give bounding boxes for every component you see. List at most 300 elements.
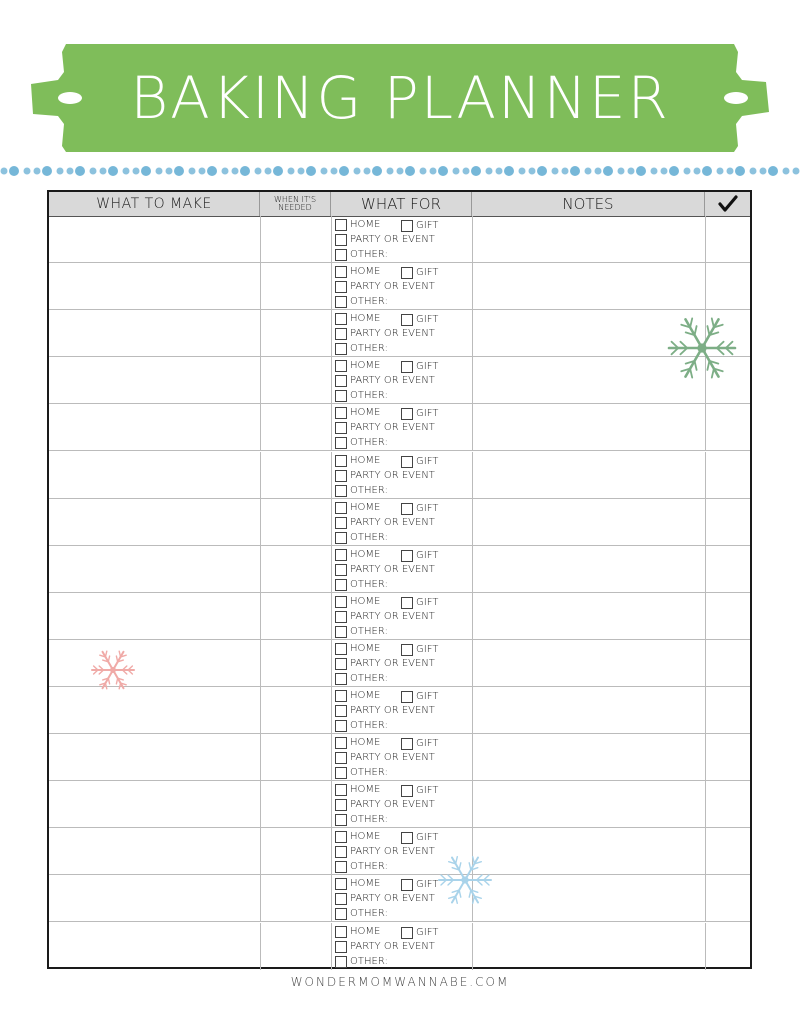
when-needed-cell[interactable]: [261, 546, 331, 592]
gift-option: [401, 313, 438, 327]
when-needed-cell[interactable]: [261, 357, 331, 403]
home-option: [335, 925, 380, 939]
gift-label: GIFT: [416, 691, 439, 702]
home-label: HOME: [350, 266, 381, 278]
table-row: [49, 310, 750, 357]
gift-option: [401, 502, 438, 516]
other-label: OTHER:: [350, 437, 388, 449]
gift-checkbox[interactable]: [401, 503, 413, 515]
gift-label: GIFT: [416, 267, 439, 279]
gift-checkbox[interactable]: [401, 927, 413, 939]
other-option: [335, 342, 388, 356]
what-for-options: [335, 406, 470, 450]
column-divider: [331, 640, 332, 686]
party-checkbox[interactable]: [335, 517, 347, 529]
other-checkbox[interactable]: [335, 579, 347, 591]
table-row: [49, 781, 750, 828]
party-checkbox[interactable]: [335, 564, 347, 576]
other-checkbox[interactable]: [335, 437, 347, 449]
home-option: [335, 312, 380, 326]
gift-checkbox[interactable]: [401, 879, 413, 891]
checkmark-icon: [718, 195, 738, 213]
home-checkbox[interactable]: [335, 643, 347, 655]
gift-checkbox[interactable]: [401, 361, 413, 373]
gift-label: GIFT: [416, 502, 439, 514]
notes-cell[interactable]: [473, 687, 705, 733]
done-check-cell[interactable]: [706, 404, 750, 450]
column-divider: [331, 263, 332, 309]
party-checkbox[interactable]: [335, 893, 347, 905]
other-checkbox[interactable]: [335, 767, 347, 779]
party-checkbox[interactable]: [335, 470, 347, 482]
gift-checkbox[interactable]: [401, 832, 413, 844]
home-option: [335, 689, 380, 703]
other-option: [335, 484, 388, 498]
other-option: [335, 813, 388, 827]
party-option: [335, 516, 435, 530]
party-option: [335, 704, 435, 718]
what-to-make-cell[interactable]: [49, 546, 260, 592]
party-option: [335, 563, 435, 577]
table-row: [49, 687, 750, 734]
other-label: OTHER:: [350, 908, 388, 920]
other-checkbox[interactable]: [335, 673, 347, 685]
home-checkbox[interactable]: [335, 596, 347, 608]
home-label: HOME: [350, 737, 381, 749]
other-label: OTHER:: [350, 814, 388, 826]
what-for-options: [335, 925, 470, 969]
gift-label: GIFT: [416, 596, 439, 608]
gift-checkbox[interactable]: [401, 738, 413, 750]
when-needed-cell[interactable]: [261, 216, 331, 262]
gift-option: [401, 690, 438, 704]
snowflake-pink-icon: [90, 647, 136, 693]
column-divider: [331, 499, 332, 545]
what-for-options: [335, 501, 470, 545]
other-label: OTHER:: [350, 343, 388, 355]
other-label: OTHER:: [350, 578, 388, 590]
gift-option: [401, 831, 438, 845]
when-needed-cell[interactable]: [261, 640, 331, 686]
home-label: HOME: [350, 595, 381, 607]
home-option: [335, 595, 380, 609]
planner-table: [47, 190, 752, 969]
done-check-cell[interactable]: [706, 263, 750, 309]
header-when-needed: [260, 192, 331, 216]
other-option: [335, 955, 388, 969]
column-divider: [331, 828, 332, 874]
home-label: HOME: [350, 784, 381, 796]
party-label: PARTY OR EVENT: [350, 281, 435, 293]
home-label: HOME: [350, 878, 381, 890]
done-check-cell[interactable]: [706, 216, 750, 262]
when-needed-cell[interactable]: [261, 923, 331, 970]
gift-checkbox[interactable]: [401, 408, 413, 420]
header-what-for: WHAT FOR: [331, 192, 472, 216]
notes-cell[interactable]: [473, 546, 705, 592]
other-option: [335, 766, 388, 780]
home-option: [335, 501, 380, 515]
when-needed-cell[interactable]: [261, 593, 331, 639]
home-option: [335, 830, 380, 844]
other-option: [335, 248, 388, 262]
other-option: [335, 672, 388, 686]
home-label: HOME: [350, 925, 381, 937]
party-checkbox[interactable]: [335, 281, 347, 293]
home-option: [335, 736, 380, 750]
other-option: [335, 389, 388, 403]
gift-label: GIFT: [416, 549, 439, 561]
table-row: [49, 499, 750, 546]
home-label: HOME: [350, 642, 381, 654]
gift-option: [401, 596, 438, 610]
what-to-make-cell[interactable]: [49, 828, 260, 874]
party-checkbox[interactable]: [335, 658, 347, 670]
gift-option: [401, 219, 438, 233]
column-divider: [331, 687, 332, 733]
other-checkbox[interactable]: [335, 814, 347, 826]
gift-label: GIFT: [416, 738, 439, 750]
what-to-make-cell[interactable]: [49, 357, 260, 403]
other-option: [335, 436, 388, 450]
table-header-row: [49, 192, 750, 217]
snowflake-green-icon: [665, 312, 739, 384]
when-needed-cell[interactable]: [261, 734, 331, 780]
gift-checkbox[interactable]: [401, 785, 413, 797]
table-row: [49, 404, 750, 451]
done-check-cell[interactable]: [706, 781, 750, 827]
party-label: PARTY OR EVENT: [350, 893, 435, 905]
what-to-make-cell[interactable]: [49, 875, 260, 921]
what-to-make-cell[interactable]: [49, 593, 260, 639]
done-check-cell[interactable]: [706, 640, 750, 686]
done-check-cell[interactable]: [706, 593, 750, 639]
other-label: OTHER:: [350, 625, 388, 637]
other-checkbox[interactable]: [335, 956, 347, 968]
party-label: PARTY OR EVENT: [350, 940, 435, 952]
gift-label: GIFT: [416, 785, 439, 797]
party-label: PARTY OR EVENT: [350, 705, 435, 716]
home-label: HOME: [350, 690, 381, 701]
other-option: [335, 719, 388, 733]
notes-cell[interactable]: [473, 216, 705, 262]
other-checkbox[interactable]: [335, 861, 347, 873]
other-option: [335, 907, 388, 921]
party-label: PARTY OR EVENT: [350, 799, 435, 811]
what-for-options: [335, 312, 470, 356]
home-checkbox[interactable]: [335, 878, 347, 890]
home-option: [335, 406, 380, 420]
column-divider: [331, 357, 332, 403]
home-checkbox[interactable]: [335, 549, 347, 561]
gift-checkbox[interactable]: [401, 267, 413, 279]
home-label: HOME: [350, 219, 381, 230]
party-checkbox[interactable]: [335, 846, 347, 858]
table-row: [49, 452, 750, 499]
home-checkbox[interactable]: [335, 784, 347, 796]
gift-label: GIFT: [416, 643, 439, 655]
home-checkbox[interactable]: [335, 455, 347, 467]
party-label: PARTY OR EVENT: [350, 752, 435, 764]
column-divider: [331, 781, 332, 827]
when-needed-cell[interactable]: [261, 263, 331, 309]
other-option: [335, 860, 388, 874]
other-checkbox[interactable]: [335, 390, 347, 402]
party-checkbox[interactable]: [335, 799, 347, 811]
table-row: [49, 546, 750, 593]
party-option: [335, 751, 435, 765]
other-label: OTHER:: [350, 249, 388, 260]
other-checkbox[interactable]: [335, 296, 347, 308]
party-label: PARTY OR EVENT: [350, 563, 435, 575]
other-option: [335, 578, 388, 592]
gift-label: GIFT: [416, 314, 439, 326]
when-needed-cell[interactable]: [261, 404, 331, 450]
done-check-cell[interactable]: [706, 734, 750, 780]
party-checkbox[interactable]: [335, 752, 347, 764]
home-label: HOME: [350, 454, 381, 466]
party-checkbox[interactable]: [335, 234, 347, 246]
gift-checkbox[interactable]: [401, 220, 413, 232]
party-option: [335, 940, 435, 954]
column-divider: [331, 923, 332, 970]
notes-cell[interactable]: [473, 828, 705, 874]
what-for-options: [335, 736, 470, 780]
notes-cell[interactable]: [473, 593, 705, 639]
done-check-cell[interactable]: [706, 499, 750, 545]
what-to-make-cell[interactable]: [49, 734, 260, 780]
notes-cell[interactable]: [473, 263, 705, 309]
other-label: OTHER:: [350, 720, 388, 731]
gift-label: GIFT: [416, 832, 439, 844]
table-row: [49, 640, 750, 687]
home-checkbox[interactable]: [335, 407, 347, 419]
when-needed-cell[interactable]: [261, 781, 331, 827]
home-checkbox[interactable]: [335, 313, 347, 325]
done-check-cell[interactable]: [706, 546, 750, 592]
party-checkbox[interactable]: [335, 375, 347, 387]
home-option: [335, 218, 380, 232]
home-checkbox[interactable]: [335, 360, 347, 372]
table-row: [49, 263, 750, 310]
other-checkbox[interactable]: [335, 532, 347, 544]
table-row: [49, 593, 750, 640]
what-for-options: [335, 359, 470, 403]
done-check-cell[interactable]: [706, 452, 750, 498]
done-check-cell[interactable]: [706, 687, 750, 733]
other-checkbox[interactable]: [335, 485, 347, 497]
when-needed-cell[interactable]: [261, 687, 331, 733]
other-checkbox[interactable]: [335, 249, 347, 261]
gift-label: GIFT: [416, 220, 439, 231]
gift-checkbox[interactable]: [401, 550, 413, 562]
home-checkbox[interactable]: [335, 266, 347, 278]
party-label: PARTY OR EVENT: [350, 469, 435, 481]
home-label: HOME: [350, 313, 381, 325]
table-row: [49, 216, 750, 263]
other-label: OTHER:: [350, 861, 388, 873]
header-notes: NOTES: [472, 192, 705, 216]
footer-website: WONDERMOMWANNABE.COM: [290, 975, 510, 989]
home-option: [335, 642, 380, 656]
what-to-make-cell[interactable]: [49, 263, 260, 309]
header-what-to-make: WHAT TO MAKE: [49, 192, 260, 216]
party-label: PARTY OR EVENT: [350, 610, 435, 622]
home-label: HOME: [350, 360, 381, 372]
party-option: [335, 469, 435, 483]
home-option: [335, 548, 380, 562]
when-needed-cell[interactable]: [261, 828, 331, 874]
gift-option: [401, 360, 438, 374]
what-to-make-cell[interactable]: [49, 499, 260, 545]
done-check-cell[interactable]: [706, 828, 750, 874]
party-checkbox[interactable]: [335, 705, 347, 717]
what-to-make-cell[interactable]: [49, 923, 260, 970]
header-when-needed-line1: WHEN IT'S: [273, 195, 317, 204]
other-checkbox[interactable]: [335, 626, 347, 638]
other-label: OTHER:: [350, 390, 388, 402]
what-for-options: [335, 265, 470, 309]
what-for-options: [335, 548, 470, 592]
gift-label: GIFT: [416, 926, 439, 938]
home-checkbox[interactable]: [335, 502, 347, 514]
when-needed-cell[interactable]: [261, 452, 331, 498]
column-divider: [331, 734, 332, 780]
gift-option: [401, 549, 438, 563]
notes-cell[interactable]: [473, 404, 705, 450]
party-label: PARTY OR EVENT: [350, 657, 435, 669]
gift-option: [401, 407, 438, 421]
what-for-options: [335, 595, 470, 639]
other-label: OTHER:: [350, 767, 388, 779]
party-option: [335, 610, 435, 624]
what-to-make-cell[interactable]: [49, 404, 260, 450]
column-divider: [331, 216, 332, 262]
other-option: [335, 625, 388, 639]
home-option: [335, 783, 380, 797]
home-option: [335, 359, 380, 373]
column-divider: [331, 452, 332, 498]
home-label: HOME: [350, 548, 381, 560]
gift-label: GIFT: [416, 408, 439, 420]
header-checkmark: [705, 192, 750, 216]
other-option: [335, 531, 388, 545]
what-for-options: [335, 218, 470, 262]
notes-cell[interactable]: [473, 781, 705, 827]
notes-cell[interactable]: [473, 923, 705, 970]
party-label: PARTY OR EVENT: [350, 516, 435, 528]
when-needed-cell[interactable]: [261, 310, 331, 356]
notes-cell[interactable]: [473, 875, 705, 921]
notes-cell[interactable]: [473, 499, 705, 545]
what-to-make-cell[interactable]: [49, 781, 260, 827]
home-checkbox[interactable]: [335, 219, 347, 231]
home-option: [335, 454, 380, 468]
what-for-options: [335, 783, 470, 827]
notes-cell[interactable]: [473, 452, 705, 498]
party-label: PARTY OR EVENT: [350, 375, 435, 387]
when-needed-cell[interactable]: [261, 499, 331, 545]
gift-checkbox[interactable]: [401, 456, 413, 468]
gift-option: [401, 926, 438, 940]
home-option: [335, 877, 380, 891]
home-label: HOME: [350, 407, 381, 419]
home-label: HOME: [350, 831, 381, 843]
column-divider: [331, 593, 332, 639]
party-checkbox[interactable]: [335, 422, 347, 434]
party-checkbox[interactable]: [335, 611, 347, 623]
party-option: [335, 845, 435, 859]
home-checkbox[interactable]: [335, 926, 347, 938]
gift-checkbox[interactable]: [401, 691, 413, 703]
gift-option: [401, 784, 438, 798]
party-option: [335, 374, 435, 388]
party-option: [335, 892, 435, 906]
what-to-make-cell[interactable]: [49, 640, 260, 686]
other-checkbox[interactable]: [335, 343, 347, 355]
gift-label: GIFT: [416, 455, 439, 467]
other-checkbox[interactable]: [335, 720, 347, 732]
what-to-make-cell[interactable]: [49, 216, 260, 262]
notes-cell[interactable]: [473, 734, 705, 780]
table-row: [49, 875, 750, 922]
party-option: [335, 421, 435, 435]
party-option: [335, 233, 435, 247]
column-divider: [331, 404, 332, 450]
party-checkbox[interactable]: [335, 941, 347, 953]
home-option: [335, 265, 380, 279]
other-label: OTHER:: [350, 296, 388, 308]
gift-option: [401, 737, 438, 751]
other-label: OTHER:: [350, 672, 388, 684]
gift-label: GIFT: [416, 361, 439, 373]
when-needed-cell[interactable]: [261, 875, 331, 921]
what-to-make-cell[interactable]: [49, 687, 260, 733]
gift-option: [401, 878, 438, 892]
party-option: [335, 280, 435, 294]
page-title: BAKING PLANNER: [130, 64, 670, 132]
party-label: PARTY OR EVENT: [350, 846, 435, 858]
other-checkbox[interactable]: [335, 908, 347, 920]
home-checkbox[interactable]: [335, 737, 347, 749]
gift-option: [401, 455, 438, 469]
party-label: PARTY OR EVENT: [350, 328, 435, 340]
gift-checkbox[interactable]: [401, 314, 413, 326]
what-to-make-cell[interactable]: [49, 452, 260, 498]
what-for-options: [335, 689, 470, 733]
notes-cell[interactable]: [473, 640, 705, 686]
table-row: [49, 357, 750, 404]
home-checkbox[interactable]: [335, 690, 347, 702]
what-for-options: [335, 642, 470, 686]
party-option: [335, 327, 435, 341]
gift-checkbox[interactable]: [401, 597, 413, 609]
gift-option: [401, 266, 438, 280]
what-to-make-cell[interactable]: [49, 310, 260, 356]
gift-checkbox[interactable]: [401, 644, 413, 656]
other-label: OTHER:: [350, 531, 388, 543]
table-row: [49, 734, 750, 781]
party-checkbox[interactable]: [335, 328, 347, 340]
done-check-cell[interactable]: [706, 875, 750, 921]
home-label: HOME: [350, 501, 381, 513]
done-check-cell[interactable]: [706, 923, 750, 970]
home-checkbox[interactable]: [335, 831, 347, 843]
column-divider: [331, 875, 332, 921]
title-banner: [30, 42, 770, 154]
other-label: OTHER:: [350, 484, 388, 496]
party-label: PARTY OR EVENT: [350, 422, 435, 434]
